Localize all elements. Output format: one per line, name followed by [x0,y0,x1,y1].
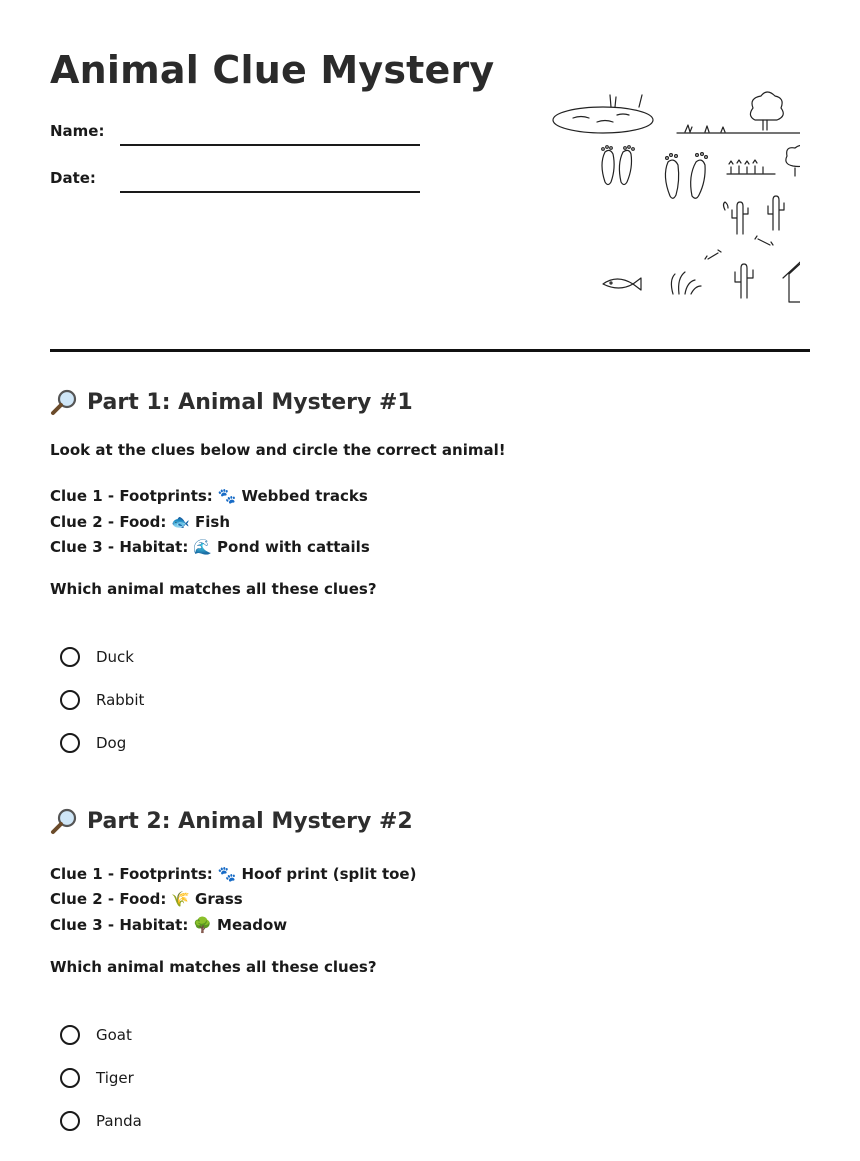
radio-button[interactable] [60,1111,80,1131]
option-label: Rabbit [96,691,145,709]
option-label: Goat [96,1026,132,1044]
page-title: Animal Clue Mystery [50,48,495,92]
radio-button[interactable] [60,1025,80,1045]
option-label: Duck [96,648,134,666]
part-2-title-text: Part 2: Animal Mystery #2 [87,808,413,834]
part-1-option-duck[interactable] [60,647,134,667]
radio-button[interactable] [60,647,80,667]
clue-value: Webbed tracks [241,487,368,505]
radio-button[interactable] [60,1068,80,1088]
clue-value: Pond with cattails [217,538,370,556]
option-label: Panda [96,1112,142,1130]
habitat-illustration [545,84,800,314]
name-field[interactable] [120,144,420,146]
paw-icon: 🐾 [217,487,237,505]
header-divider [50,349,810,352]
paw-icon: 🐾 [217,865,237,883]
clue-label: Clue 1 - Footprints: [50,865,213,883]
part-1-clue-2 [50,513,230,531]
part-1-title [50,388,413,416]
clue-label: Clue 1 - Footprints: [50,487,213,505]
part-2-option-tiger[interactable] [60,1068,134,1088]
part-2-option-panda[interactable] [60,1111,142,1131]
name-label: Name: [50,122,105,140]
date-field[interactable] [120,191,420,193]
option-label: Dog [96,734,127,752]
clue-value: Hoof print (split toe) [241,865,417,883]
worksheet-header [50,48,810,328]
part-2-clue-1 [50,865,416,883]
part-1-question: Which animal matches all these clues? [50,580,377,598]
part-1-option-rabbit[interactable] [60,690,144,710]
part-1-clue-3 [50,538,370,556]
clue-value: Fish [195,513,231,531]
clue-label: Clue 3 - Habitat: [50,538,189,556]
option-label: Tiger [96,1069,134,1087]
clue-label: Clue 2 - Food: [50,513,167,531]
radio-button[interactable] [60,690,80,710]
part-2-option-goat[interactable] [60,1025,132,1045]
clue-label: Clue 2 - Food: [50,890,167,908]
part-1-instructions: Look at the clues below and circle the correct animal! [50,441,506,459]
fish-icon: 🐟 [171,513,191,531]
clue-label: Clue 3 - Habitat: [50,916,189,934]
part-2-question: Which animal matches all these clues? [50,958,377,976]
date-label: Date: [50,169,96,187]
clue-value: Meadow [217,916,288,934]
part-1-clue-1 [50,487,368,505]
part-1-option-dog[interactable] [60,733,126,753]
part-1-title-text: Part 1: Animal Mystery #1 [87,389,413,415]
part-2-title [50,807,413,835]
grain-icon: 🌾 [171,890,191,908]
magnifying-glass-icon [50,388,80,416]
part-2-clue-3 [50,916,287,934]
clue-value: Grass [195,890,243,908]
magnifying-glass-icon [50,807,80,835]
part-2-clue-2 [50,890,243,908]
radio-button[interactable] [60,733,80,753]
tree-icon: 🌳 [193,916,213,934]
wave-icon: 🌊 [193,538,213,556]
